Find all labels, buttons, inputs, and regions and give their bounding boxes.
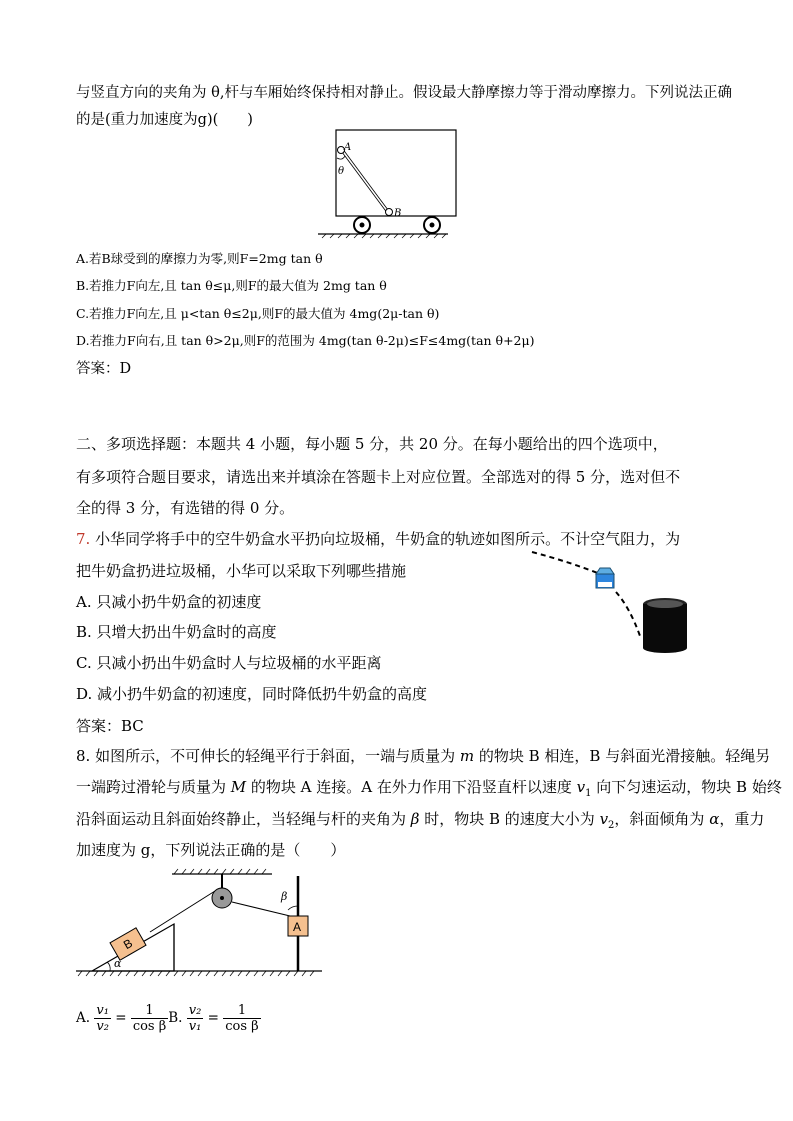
q8-stem-line-1 — [76, 746, 770, 766]
q8-options — [76, 998, 261, 1038]
q8-option-a-lhs-den: v₂ — [96, 1019, 109, 1034]
q6-option-c: C.若推力F向左,且 μ<tan θ≤2μ,则F的最大值为 4mg(2μ-tan θ) — [76, 306, 440, 321]
q8-option-b-eq: = — [207, 1010, 219, 1026]
q8-option-a-rhs — [131, 1003, 168, 1034]
q6-cart-figure — [318, 128, 448, 240]
q7-option-a: A. 只减小扔牛奶盒的初速度 — [76, 593, 262, 611]
q7-option-c: C. 只减小扔出牛奶盒时人与垃圾桶的水平距离 — [76, 654, 382, 672]
q6-option-d: D.若推力F向右,且 tan θ>2μ,则F的范围为 4mg(tan θ-2μ)≤F≤4mg(tan θ+2μ) — [76, 333, 535, 348]
milk-box-icon — [596, 568, 614, 588]
q6-stem-line-2: 的是(重力加速度为g)( ) — [76, 112, 253, 128]
q8-block-b-label: B — [121, 935, 135, 953]
q8-option-a-eq: = — [115, 1010, 127, 1026]
q8-v1: v — [576, 778, 586, 796]
q8-text: 沿斜面运动且斜面始终静止，当轻绳与杆的夹角为 — [76, 810, 411, 828]
q8-pulley-figure — [76, 866, 322, 982]
q8-v2: v — [599, 810, 609, 828]
q6-option-a: A.若B球受到的摩擦力为零,则F=2mg tan θ — [76, 251, 323, 266]
q7-number: 7. — [76, 530, 91, 548]
q8-text: 向下匀速运动，物块 B 始终 — [591, 778, 782, 796]
q6-answer: 答案：D — [76, 361, 132, 377]
q6-stem-line-1: 与竖直方向的夹角为 θ,杆与车厢始终保持相对静止。假设最大静摩擦力等于滑动摩擦力。下列说法正确 — [76, 85, 732, 101]
section2-line-2: 有多项符合题目要求，请选出来并填涂在答题卡上对应位置。全部选对的得 5 分，选对但不 — [76, 468, 681, 486]
q8-mass-m: m — [459, 747, 475, 765]
q8-option-a-rhs-num: 1 — [131, 1003, 168, 1019]
q8-text: 时，物块 B 的速度大小为 — [419, 810, 600, 828]
q8-option-b-rhs-den: cos β — [225, 1019, 259, 1034]
q8-stem-line-4: 加速度为 g，下列说法正确的是（ ） — [76, 841, 346, 859]
q7-stem-line-1 — [76, 529, 680, 549]
q8-option-b-lhs-den: v₁ — [188, 1019, 202, 1034]
q7-trash-figure — [530, 548, 690, 658]
q8-label-beta: β — [281, 890, 288, 903]
q8-beta: β — [410, 810, 420, 828]
q8-text: 一端跨过滑轮与质量为 — [76, 778, 231, 796]
q6-label-b: B — [394, 208, 402, 219]
q8-stem-line-3 — [76, 809, 764, 836]
q6-label-theta: θ — [338, 166, 345, 177]
q8-mass-M: M — [230, 778, 247, 796]
q6-option-b: B.若推力F向左,且 tan θ≤μ,则F的最大值为 2mg tan θ — [76, 278, 387, 293]
q8-text: 8. 如图所示，不可伸长的轻绳平行于斜面，一端与质量为 — [76, 747, 460, 765]
q8-label-alpha: α — [114, 957, 122, 970]
q8-text: ，重力 — [719, 810, 765, 828]
q8-text: ，斜面倾角为 — [614, 810, 710, 828]
q8-option-b-rhs — [223, 1003, 260, 1034]
trash-can-icon — [643, 598, 687, 653]
q8-v1-sub: 1 — [585, 788, 592, 799]
q8-option-a-label: A. — [76, 1010, 91, 1026]
section2-line-1: 二、多项选择题：本题共 4 小题，每小题 5 分，共 20 分。在每小题给出的四个选项中， — [76, 435, 668, 453]
q7-option-b: B. 只增大扔出牛奶盒时的高度 — [76, 623, 277, 641]
q7-stem-text: 小华同学将手中的空牛奶盒水平扔向垃圾桶，牛奶盒的轨迹如图所示。不计空气阻力，为 — [90, 530, 681, 548]
q8-text: 的物块 A 连接。A 在外力作用下沿竖直杆以速度 — [246, 778, 577, 796]
q7-stem-line-2: 把牛奶盒扔进垃圾桶，小华可以采取下列哪些措施 — [76, 562, 407, 580]
q6-label-a: A — [344, 142, 352, 153]
q8-option-b-rhs-num: 1 — [223, 1003, 260, 1019]
section2-line-3: 全的得 3 分，有选错的得 0 分。 — [76, 499, 295, 517]
q8-stem-line-2 — [76, 777, 782, 804]
q8-alpha: α — [709, 810, 720, 828]
q8-option-a-lhs — [94, 1003, 111, 1034]
q8-option-a-lhs-num: v₁ — [96, 1003, 109, 1018]
q8-v2-sub: 2 — [608, 820, 615, 831]
q8-option-b-lhs-num: v₂ — [188, 1003, 202, 1018]
q8-option-b-label: B. — [168, 1010, 183, 1026]
q8-option-a-rhs-den: cos β — [132, 1019, 167, 1034]
q8-option-b-lhs — [187, 1003, 204, 1034]
q7-answer: 答案：BC — [76, 717, 144, 735]
q7-option-d: D. 减小扔牛奶盒的初速度，同时降低扔牛奶盒的高度 — [76, 685, 428, 703]
q8-text: 的物块 B 相连，B 与斜面光滑接触。轻绳另 — [474, 747, 771, 765]
q8-block-a-label: A — [293, 920, 302, 934]
